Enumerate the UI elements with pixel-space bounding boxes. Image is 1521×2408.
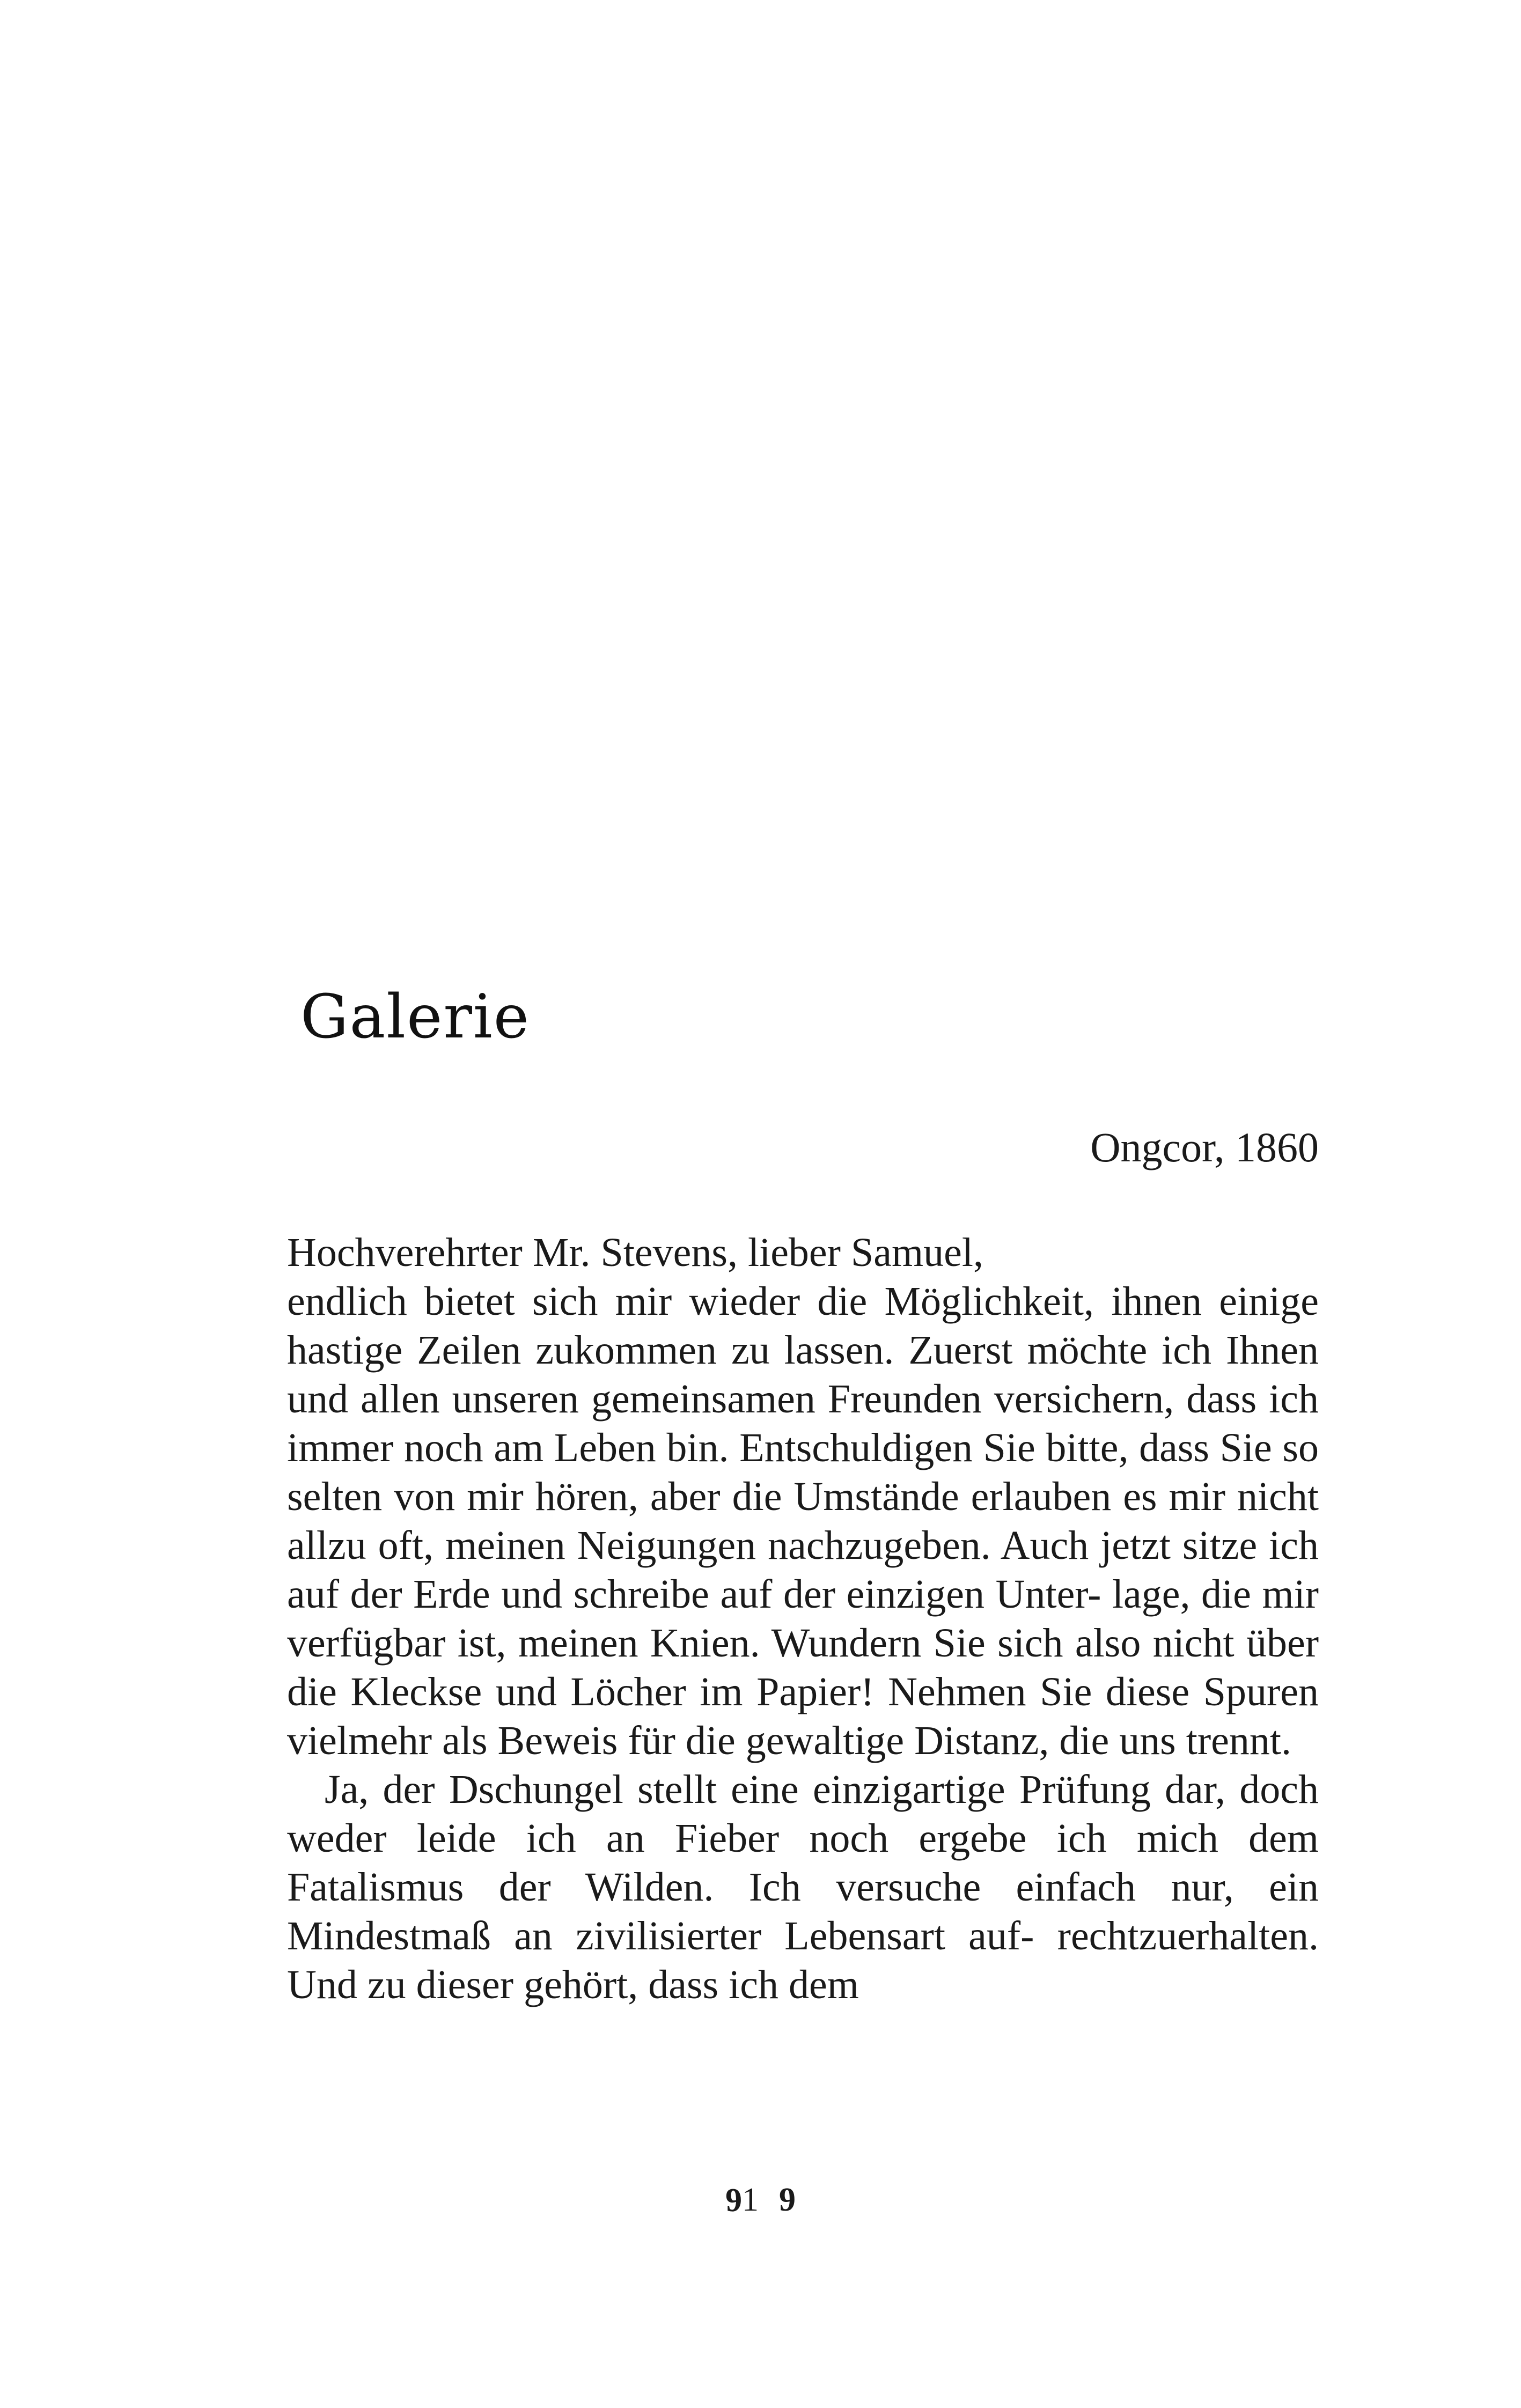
letter-salutation: Hochverehrter Mr. Stevens, lieber Samuel, <box>287 1230 983 1275</box>
letter-paragraph-1: endlich bietet sich mir wieder die Möglichkeit, ihnen einige hastige Zeilen zukommen zu lassen. Zuerst möchte ich Ihnen und allen unseren gemeinsamen Freunden versichern, dass ich immer noch am Leben bin. Entschuldigen Sie bitte, dass Sie so selten von mir hören, aber die Umstände erlauben es mir nicht allzu oft, meinen Neigungen nachzugeben. Auch jetzt sitze ich auf der Erde und schreibe auf der einzigen Unter- lage, die mir verfügbar ist, meinen Knien. Wundern Sie sich also nicht über die Kleckse und Löcher im Papier! Nehmen Sie diese Spuren vielmehr als Beweis für die gewaltige Distanz, die uns trennt. <box>287 1279 1319 1763</box>
page-footer <box>0 2183 1521 2216</box>
letter-dateline: Ongcor, 1860 <box>1090 1124 1319 1170</box>
page-number: 1 <box>742 2182 779 2218</box>
letter-body <box>287 1228 1319 2009</box>
chapter-title: Galerie <box>300 982 530 1052</box>
letter-paragraph-2: Ja, der Dschungel stellt eine einzigartige Prüfung dar, doch weder leide ich an Fieber noch ergebe ich mich dem Fatalismus der Wilden. Ich versuche einfach nur, ein Mindestmaß an zivilisierter Lebensart auf- rechtzuerhalten. Und zu dieser gehört, dass ich dem <box>287 1767 1319 2007</box>
folio-ornament-right: 9 <box>779 2182 816 2218</box>
folio-ornament-left: 6 <box>705 2182 742 2218</box>
